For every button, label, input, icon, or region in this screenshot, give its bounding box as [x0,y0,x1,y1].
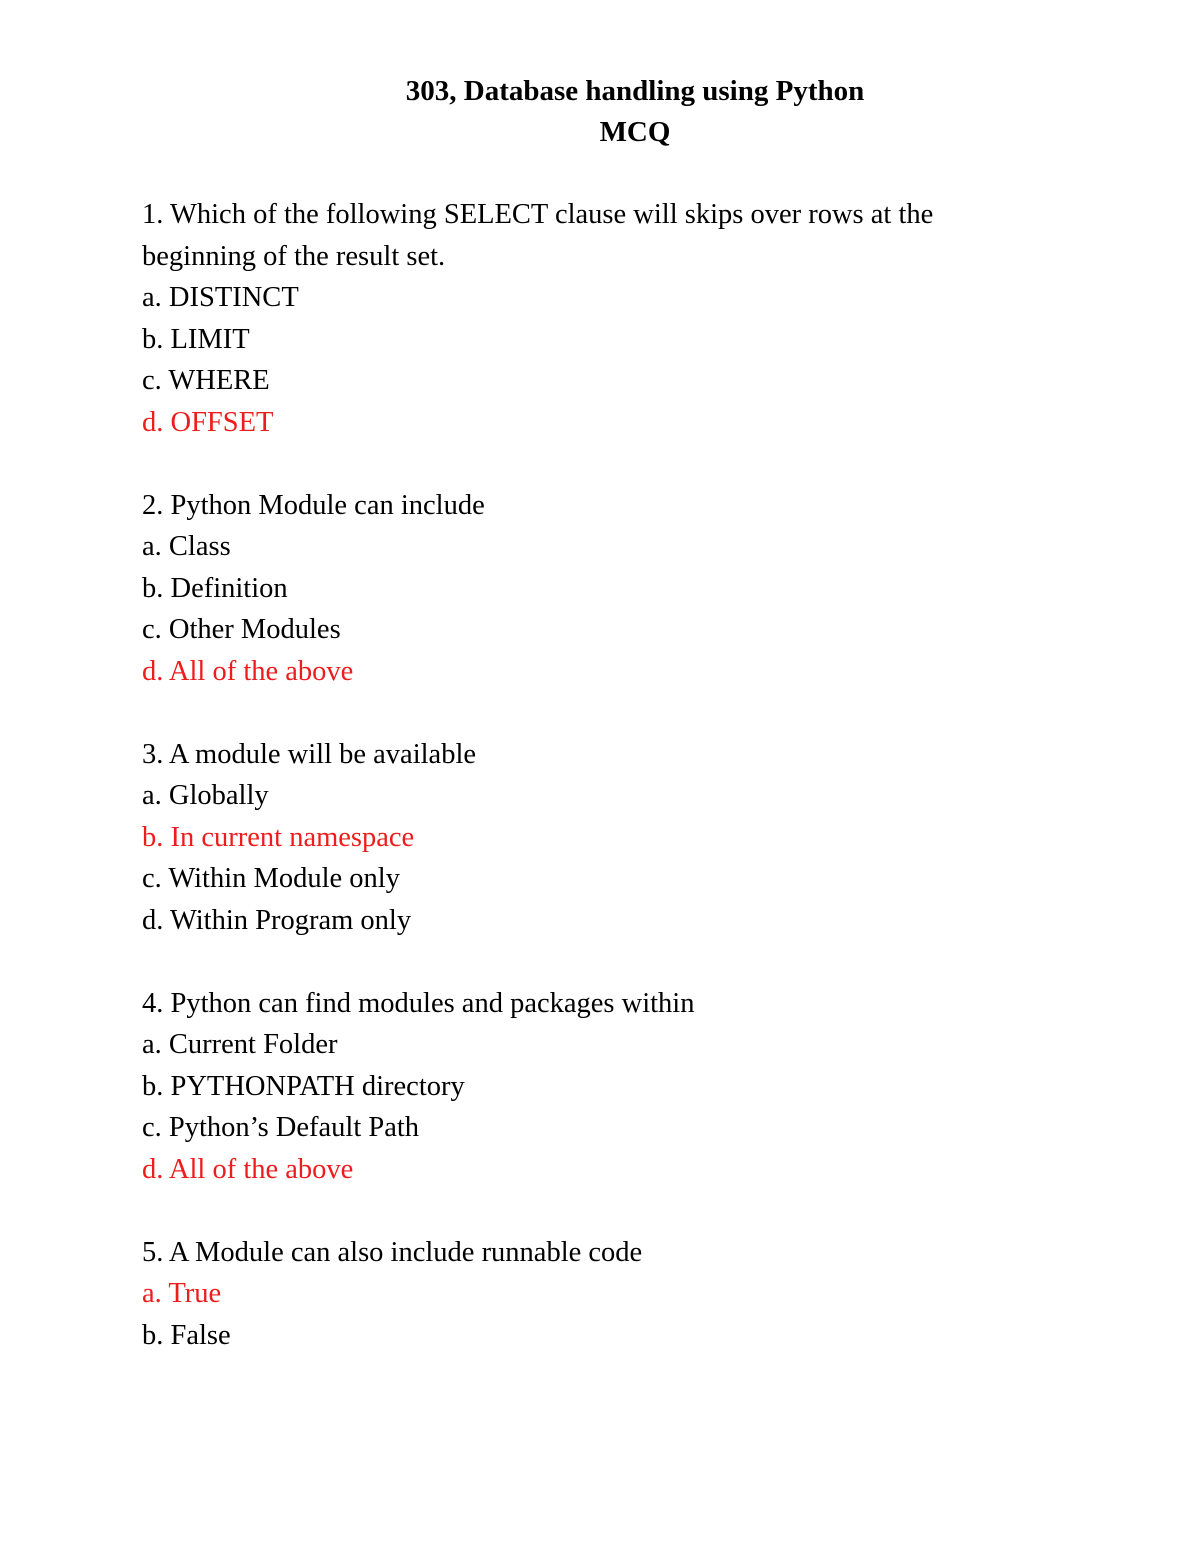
option-a: a. DISTINCT [142,282,299,313]
option-d-correct-answer: d. All of the above [142,1153,354,1185]
option-d-correct-answer: d. OFFSET [142,406,274,438]
option-a: a. Current Folder [142,1029,338,1060]
option-b: b. False [142,1319,231,1351]
option-b-correct-answer: b. In current namespace [142,821,415,853]
option-b: b. LIMIT [142,323,250,355]
question-text: 2. Python Module can include [142,489,485,521]
option-b: b. Definition [142,572,288,604]
option-a: a. Globally [142,780,269,811]
question-2 [142,485,1142,693]
option-c: c. Within Module only [142,863,400,894]
question-text-continued: beginning of the result set. [142,240,446,272]
spacer [142,692,1142,734]
document-subtitle: MCQ [599,116,671,148]
question-list [142,194,1142,1356]
spacer [142,1190,1142,1232]
option-c: c. Python’s Default Path [142,1112,420,1143]
option-d-correct-answer: d. All of the above [142,655,354,687]
option-a-correct-answer: a. True [142,1278,222,1309]
question-text: 4. Python can find modules and packages within [142,987,695,1019]
option-a: a. Class [142,531,231,562]
spacer [142,941,1142,983]
question-text: 5. A Module can also include runnable code [142,1236,643,1268]
question-4 [142,983,1142,1191]
question-5 [142,1232,1142,1357]
spacer [142,443,1142,485]
option-c: c. WHERE [142,365,270,396]
question-3 [142,734,1142,942]
question-text: 3. A module will be available [142,738,477,770]
option-b: b. PYTHONPATH directory [142,1070,465,1102]
question-text: 1. Which of the following SELECT clause will skips over rows at the [142,199,934,230]
document-title: 303, Database handling using Python [405,75,865,107]
option-d: d. Within Program only [142,904,412,936]
question-1 [142,194,1142,443]
option-c: c. Other Modules [142,614,341,645]
